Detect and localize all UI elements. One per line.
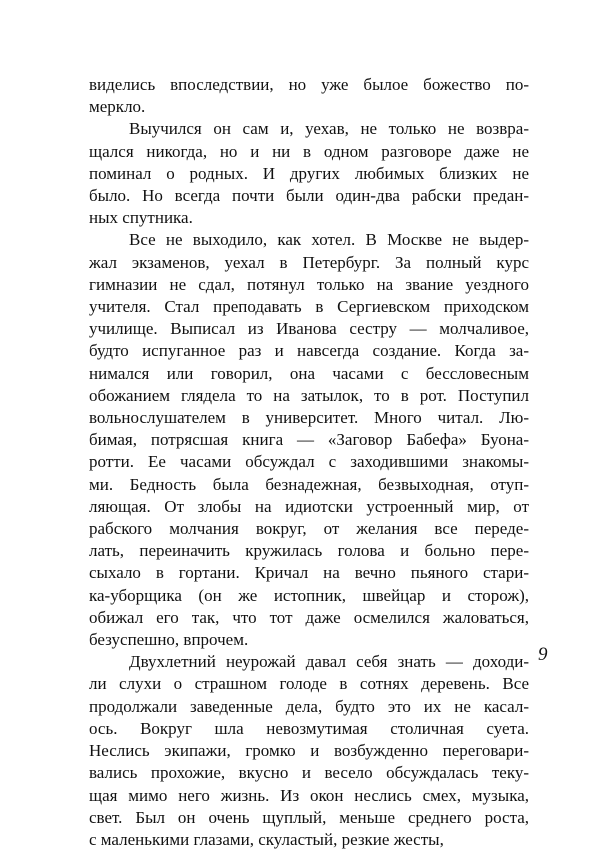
text-line: Двухлетний неурожай давал себя знать — доходи- [129,652,529,672]
text-line: с маленькими глазами, скуластый, резкие жесты, [89,829,444,849]
text-line: будто испуганное раз и навсегда создание. Когда за- [89,341,529,361]
text-line: обожанием глядела то на затылок, то в рот. Поступил [89,385,529,405]
text-line: лать, переиначить кружилась голова и больно пере- [89,541,529,561]
text-line: ось. Вокруг шла невозмутимая столичная суета. [89,718,529,738]
text-line: ми. Бедность была безнадежная, безвыходная, отуп- [89,474,529,494]
body-text [89,74,529,851]
text-line: бимая, потрясшая книга — «Заговор Бабефа» Буона- [89,430,529,450]
text-line: ляющая. От злобы на идиотски устроенный мир, от [89,496,529,516]
text-line: виделись впоследствии, но уже былое божество по- [89,75,529,94]
text-line: ротти. Ее часами обсуждал с заходившими знакомы- [89,452,529,472]
text-line: нимался или говорил, она часами с бессловесным [89,363,529,383]
text-line: вались прохожие, вкусно и весело обсуждалась теку- [89,763,529,783]
paragraph [89,651,529,851]
text-line: щался никогда, но и ни в одном разговоре даже не [89,141,529,161]
text-line: ли слухи о страшном голоде в сотнях деревень. Все [89,674,529,694]
text-line: ных спутника. [89,208,193,228]
text-line: поминал о родных. И других любимых близких не [89,163,529,183]
paragraph [89,74,529,118]
text-line: училище. Выписал из Иванова сестру — молчаливое, [89,319,529,339]
text-line: рабского молчания вокруг, от желания все переде- [89,519,529,539]
text-line: обижал его так, что тот даже осмелился жаловаться, [89,607,529,627]
text-line: меркло. [89,97,146,117]
text-line: ка-уборщика (он же истопник, швейцар и сторож), [89,585,529,605]
paragraph [89,118,529,229]
text-line: жал экзаменов, уехал в Петербург. За полный курс [89,252,529,272]
text-line: безуспешно, впрочем. [89,630,249,650]
text-line: свет. Был он очень щуплый, меньше среднего роста, [89,807,529,827]
text-line: было. Но всегда почти были один-два рабски предан- [89,186,529,206]
text-line: Неслись экипажи, громко и возбужденно переговари- [89,741,529,761]
text-line: гимназии не сдал, потянул только на звание уездного [89,274,529,294]
text-line: вольнослушателем в университет. Много читал. Лю- [89,408,529,428]
text-line: щая мимо него жизнь. Из окон неслись смех, музыка, [89,785,529,805]
text-line: продолжали заведенные дела, будто это их не касал- [89,696,529,716]
text-line: сыхало в гортани. Кричал на вечно пьяного стари- [89,563,529,583]
text-line: Выучился он сам и, уехав, не только не возвра- [129,119,529,139]
text-line: Все не выходило, как хотел. В Москве не выдер- [129,230,529,250]
paragraph [89,229,529,651]
text-line: учителя. Стал преподавать в Сергиевском приходском [89,297,529,317]
page-number: 9 [538,644,548,665]
